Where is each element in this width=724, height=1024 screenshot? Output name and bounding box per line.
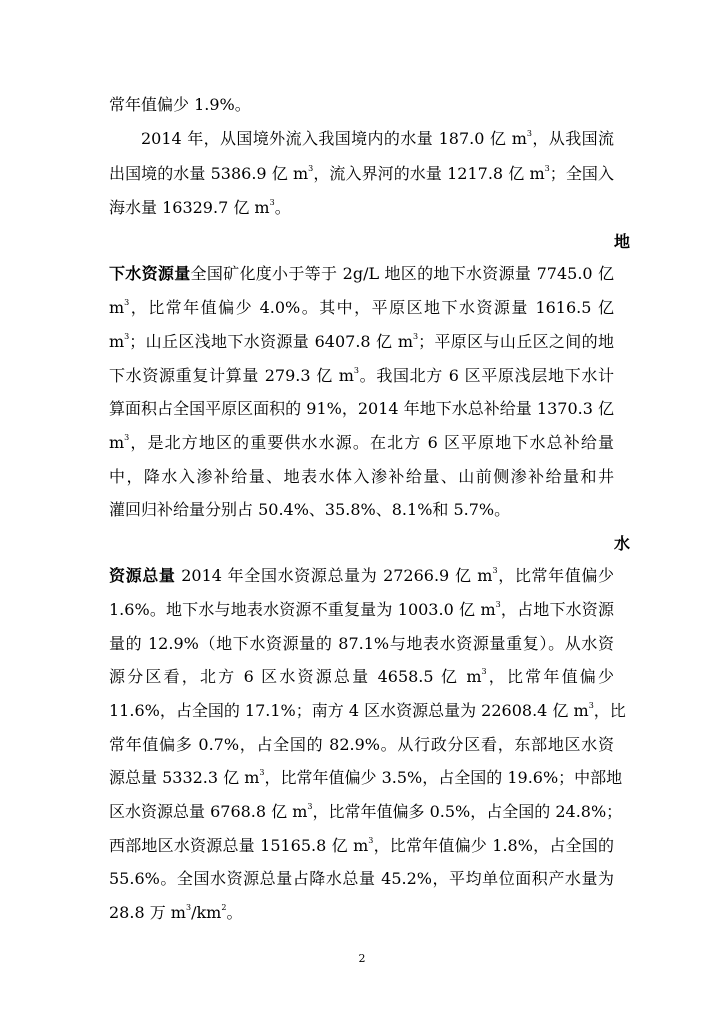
paragraph-line: 区水资源总量 6768.8 亿 $m^3$，比常年值偏多 0.5%，占全国的 24.8%； <box>109 802 623 821</box>
paragraph-line: 算面积占全国平原区面积的 91%，2014 年地下水总补给量 1370.3 亿 <box>109 399 614 418</box>
paragraph-line: $m^3$，比常年值偏少 4.0%。其中，平原区地下水资源量 1616.5 亿 <box>109 298 614 317</box>
paragraph-line: 海水量 16329.7 亿 $m^3$。 <box>109 198 291 217</box>
paragraph-line: 常年值偏多 0.7%，占全国的 82.9%。从行政分区看，东部地区水资 <box>109 735 614 754</box>
paragraph-line: 55.6%。全国水资源总量占降水总量 45.2%，平均单位面积产水量为 <box>109 869 614 888</box>
paragraph-line: 西部地区水资源总量 15165.8 亿 $m^3$，比常年值偏少 1.8%，占全国的 <box>109 836 614 855</box>
paragraph-line: $m^3$，是北方地区的重要供水水源。在北方 6 区平原地下水总补给量 <box>109 433 614 452</box>
paragraph-line: 量的 12.9%（地下水资源量的 87.1%与地表水资源量重复）。从水资 <box>109 634 614 653</box>
paragraph-line: 1.6%。地下水与地表水资源不重复量为 1003.0 亿 $m^3$，占地下水资源 <box>109 600 614 619</box>
paragraph-line: 常年值偏少 1.9%。 <box>109 95 251 114</box>
paragraph-line: 源总量 5332.3 亿 $m^3$，比常年值偏少 3.5%，占全国的 19.6%；中部地 <box>109 768 623 787</box>
page-number: 2 <box>358 952 366 965</box>
section-heading-groundwater-start: 地 <box>613 232 630 251</box>
section-heading-groundwater: 下水资源量 <box>109 264 191 283</box>
paragraph-line: 下水资源重复计算量 279.3 亿 $m^3$。我国北方 6 区平原浅层地下水计 <box>109 366 614 385</box>
paragraph-line: 2014 年，从国境外流入我国境内的水量 187.0 亿 $m^3$，从我国流 <box>141 129 614 148</box>
paragraph-line: 11.6%，占全国的 17.1%；南方 4 区水资源总量为 22608.4 亿 $m^3$，比 <box>109 701 626 720</box>
paragraph-line: 源分区看，北方 6 区水资源总量 4658.5 亿 $m^3$，比常年值偏少 <box>109 667 614 686</box>
paragraph-line: 资源总量 2014 年全国水资源总量为 27266.9 亿 $m^3$，比常年值偏少 <box>109 566 614 585</box>
paragraph-line: 下水资源量全国矿化度小于等于 2g/L 地区的地下水资源量 7745.0 亿 <box>109 264 614 283</box>
section-heading-total: 资源总量 <box>109 566 176 585</box>
paragraph-line: 出国境的水量 5386.9 亿 $m^3$，流入界河的水量 1217.8 亿 $m^3$；全国入 <box>109 164 614 183</box>
section-heading-total-start: 水 <box>613 534 630 553</box>
paragraph-line: 灌回归补给量分别占 50.4%、35.8%、8.1%和 5.7%。 <box>109 500 511 519</box>
paragraph-line: 28.8 万 $m^3/km^2$。 <box>109 903 243 922</box>
paragraph-line: 中，降水入渗补给量、地表水体入渗补给量、山前侧渗补给量和井 <box>109 467 614 486</box>
paragraph-line: $m^3$；山丘区浅地下水资源量 6407.8 亿 $m^3$；平原区与山丘区之间的地 <box>109 332 614 351</box>
